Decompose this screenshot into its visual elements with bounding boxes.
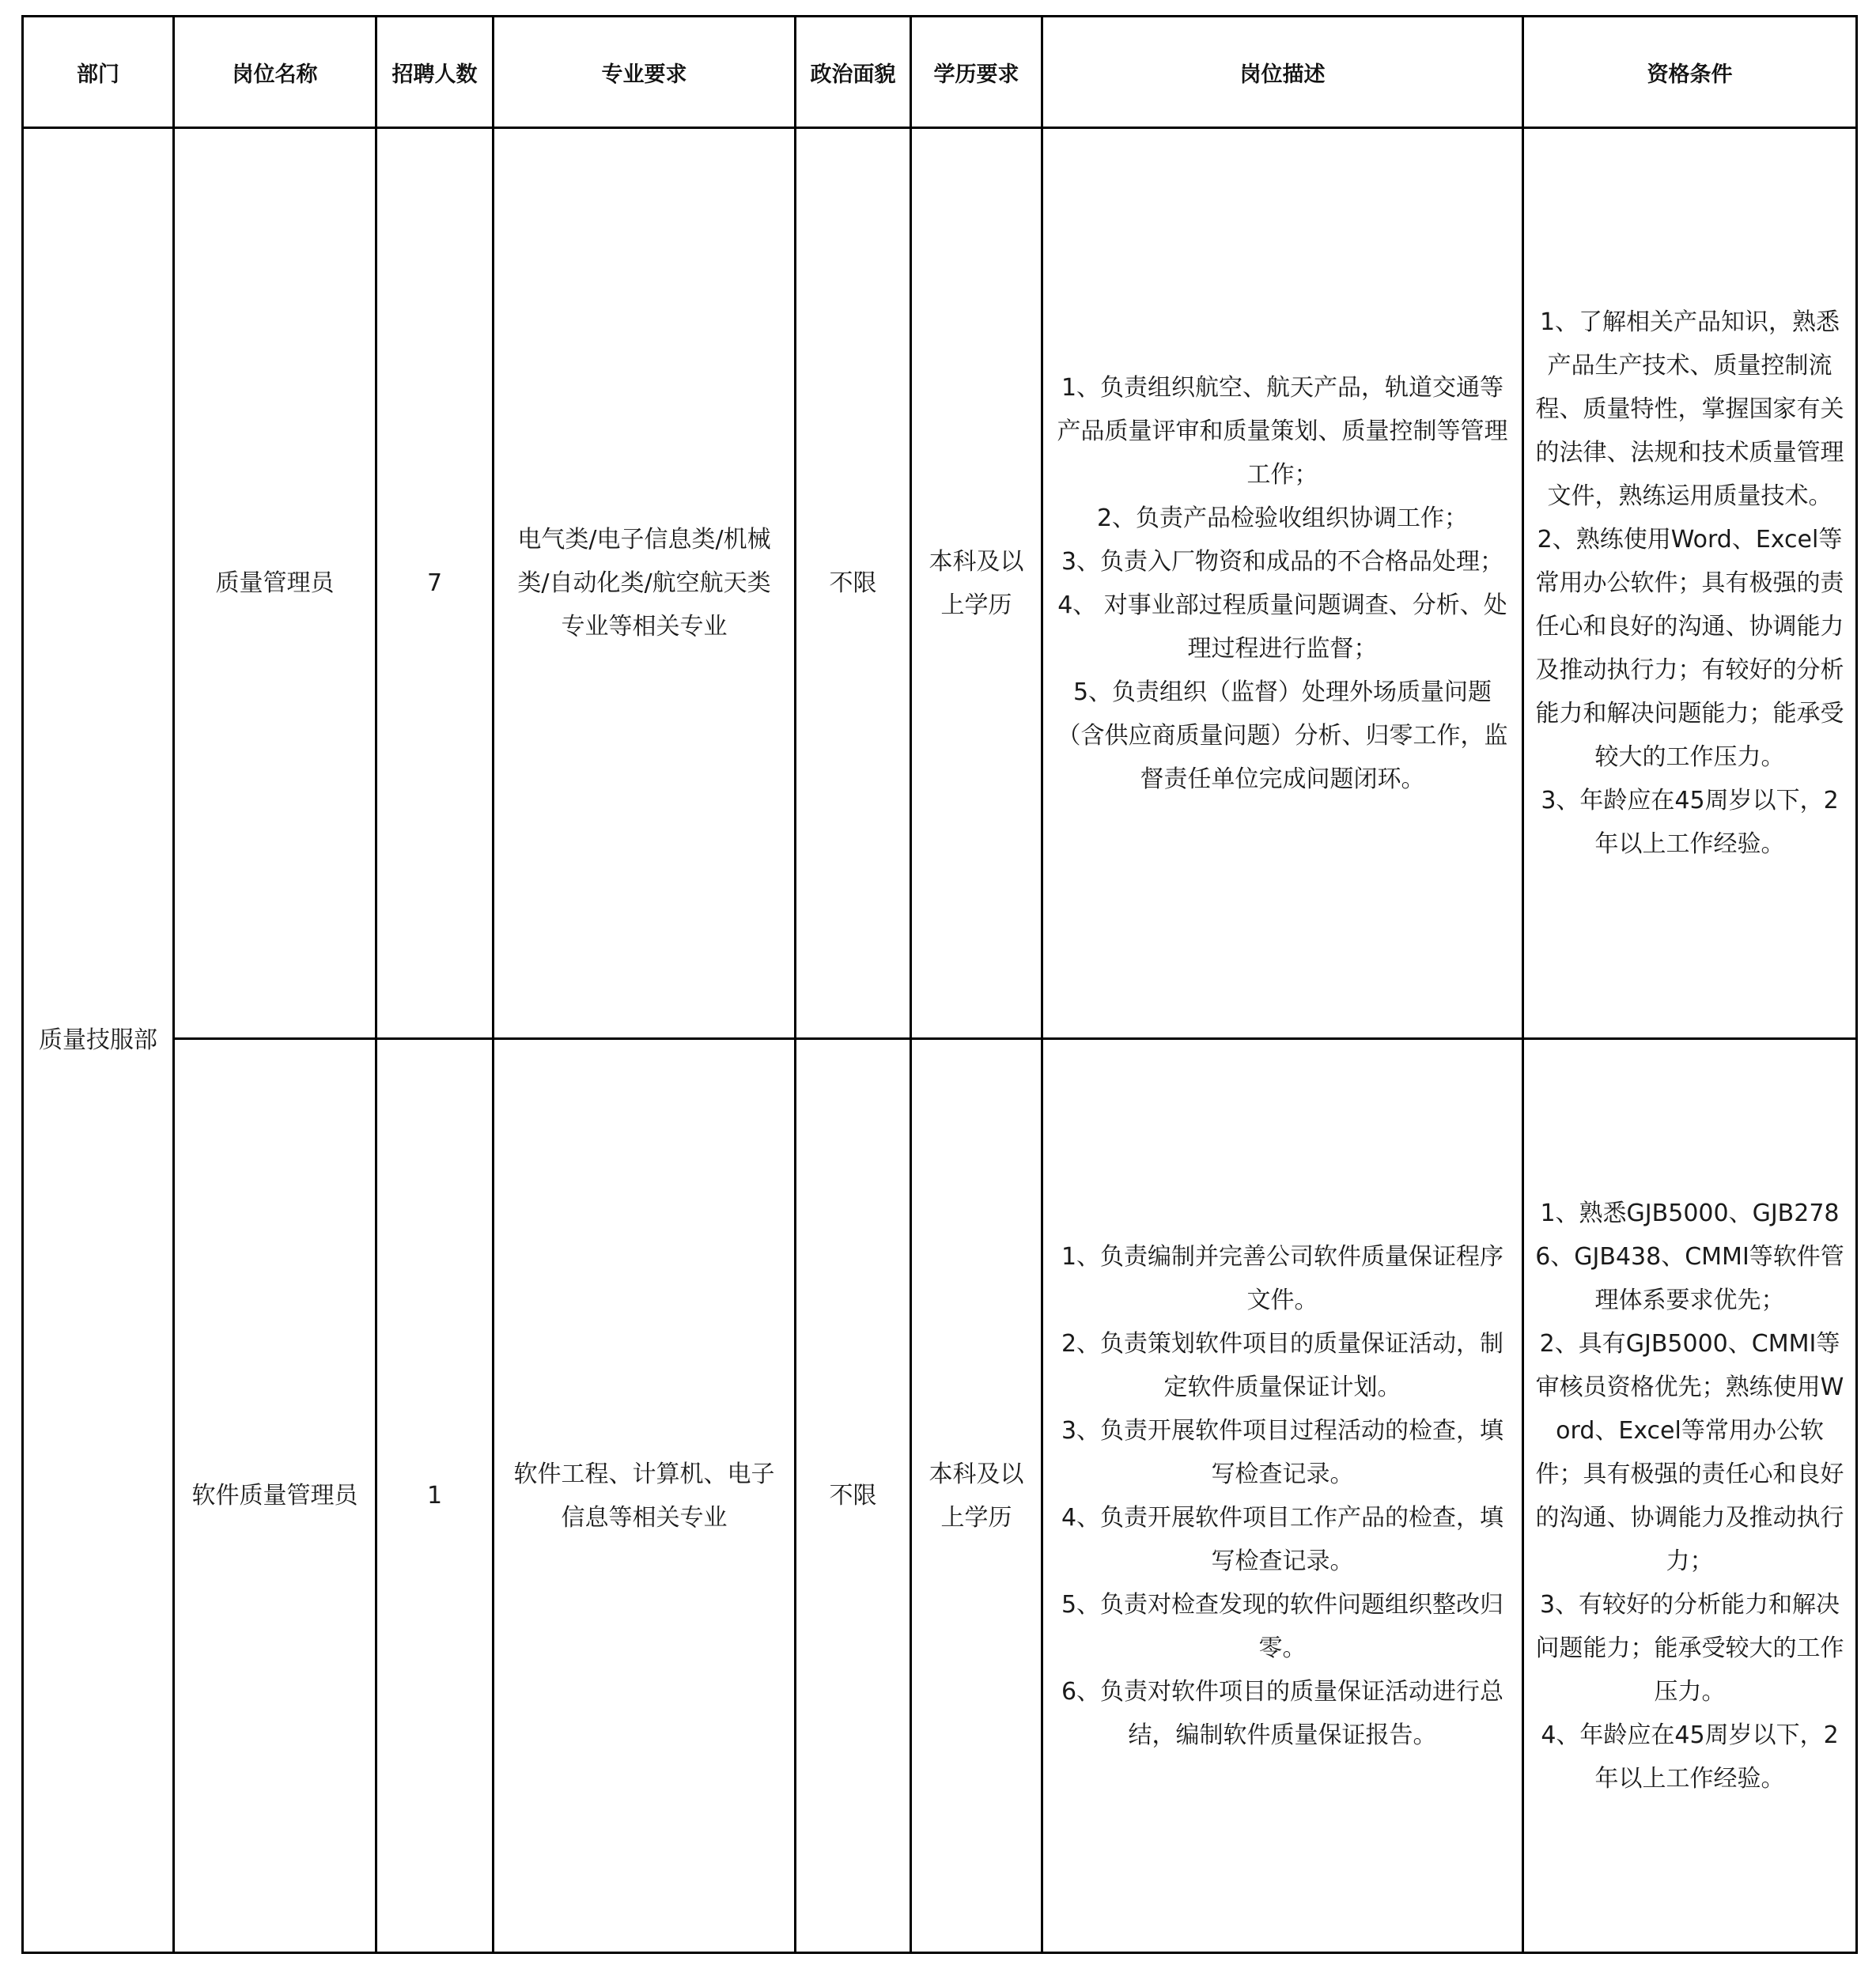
department-cell: 质量技服部 <box>23 128 174 1953</box>
header-department: 部门 <box>23 17 174 128</box>
description-item: 6、负责对软件项目的质量保证活动进行总结，编制软件质量保证报告。 <box>1061 1677 1504 1749</box>
position-cell: 软件质量管理员 <box>174 1039 376 1953</box>
description-item: 2、负责产品检验收组织协调工作； <box>1096 504 1469 532</box>
description-item: 1、负责编制并完善公司软件质量保证程序文件。 <box>1061 1242 1504 1314</box>
header-major: 专业要求 <box>494 17 796 128</box>
description-item: 2、负责策划软件项目的质量保证活动，制定软件质量保证计划。 <box>1061 1329 1504 1401</box>
education-cell: 本科及以上学历 <box>911 128 1042 1039</box>
qualification-item: 3、有较好的分析能力和解决问题能力；能承受较大的工作压力。 <box>1535 1590 1844 1706</box>
header-headcount: 招聘人数 <box>376 17 494 128</box>
description-item: 5、负责组织（监督）处理外场质量问题（含供应商质量问题）分析、归零工作，监督责任单位完成问题闭环。 <box>1057 678 1508 793</box>
headcount-cell: 1 <box>376 1039 494 1953</box>
description-item: 5、负责对检查发现的软件问题组织整改归零。 <box>1061 1590 1504 1662</box>
table-row <box>23 1039 1857 1953</box>
qualification-item: 1、熟悉GJB5000、GJB2786、GJB438、CMMI等软件管理体系要求优先； <box>1535 1199 1844 1314</box>
political-status-cell: 不限 <box>796 1039 911 1953</box>
description-item: 1、负责组织航空、航天产品，轨道交通等产品质量评审和质量策划、质量控制等管理工作； <box>1057 373 1508 489</box>
qualification-item: 3、年龄应在45周岁以下，2年以上工作经验。 <box>1541 787 1839 858</box>
header-row <box>23 17 1857 128</box>
qualification-item: 4、年龄应在45周岁以下，2年以上工作经验。 <box>1541 1721 1839 1793</box>
position-cell: 质量管理员 <box>174 128 376 1039</box>
header-description: 岗位描述 <box>1042 17 1523 128</box>
qualification-item: 2、熟练使用Word、Excel等常用办公软件；具有极强的责任心和良好的沟通、协调能力及推动执行力；有较好的分析能力和解决问题能力；能承受较大的工作压力。 <box>1535 526 1844 771</box>
education-cell: 本科及以上学历 <box>911 1039 1042 1953</box>
headcount-cell: 7 <box>376 128 494 1039</box>
political-status-cell: 不限 <box>796 128 911 1039</box>
major-cell: 电气类/电子信息类/机械类/自动化类/航空航天类专业等相关专业 <box>494 128 796 1039</box>
header-education: 学历要求 <box>911 17 1042 128</box>
description-cell <box>1042 1039 1523 1953</box>
qualification-item: 1、了解相关产品知识，熟悉产品生产技术、质量控制流程、质量特性，掌握国家有关的法律、法规和技术质量管理文件，熟练运用质量技术。 <box>1535 308 1844 510</box>
qualification-item: 2、具有GJB5000、CMMI等审核员资格优先；熟练使用Word、Excel等常用办公软件；具有极强的责任心和良好的沟通、协调能力及推动执行力； <box>1535 1329 1844 1575</box>
qualifications-cell <box>1523 128 1857 1039</box>
header-qualifications: 资格条件 <box>1523 17 1857 128</box>
description-item: 3、负责入厂物资和成品的不合格品处理； <box>1061 547 1504 576</box>
description-item: 4、 对事业部过程质量问题调查、分析、处理过程进行监督； <box>1057 591 1507 663</box>
table-row <box>23 128 1857 1039</box>
description-item: 3、负责开展软件项目过程活动的检查，填写检查记录。 <box>1061 1416 1504 1488</box>
recruitment-table <box>21 15 1858 1954</box>
description-cell <box>1042 128 1523 1039</box>
qualifications-cell <box>1523 1039 1857 1953</box>
header-position: 岗位名称 <box>174 17 376 128</box>
header-political-status: 政治面貌 <box>796 17 911 128</box>
major-cell: 软件工程、计算机、电子信息等相关专业 <box>494 1039 796 1953</box>
description-item: 4、负责开展软件项目工作产品的检查，填写检查记录。 <box>1061 1503 1504 1575</box>
